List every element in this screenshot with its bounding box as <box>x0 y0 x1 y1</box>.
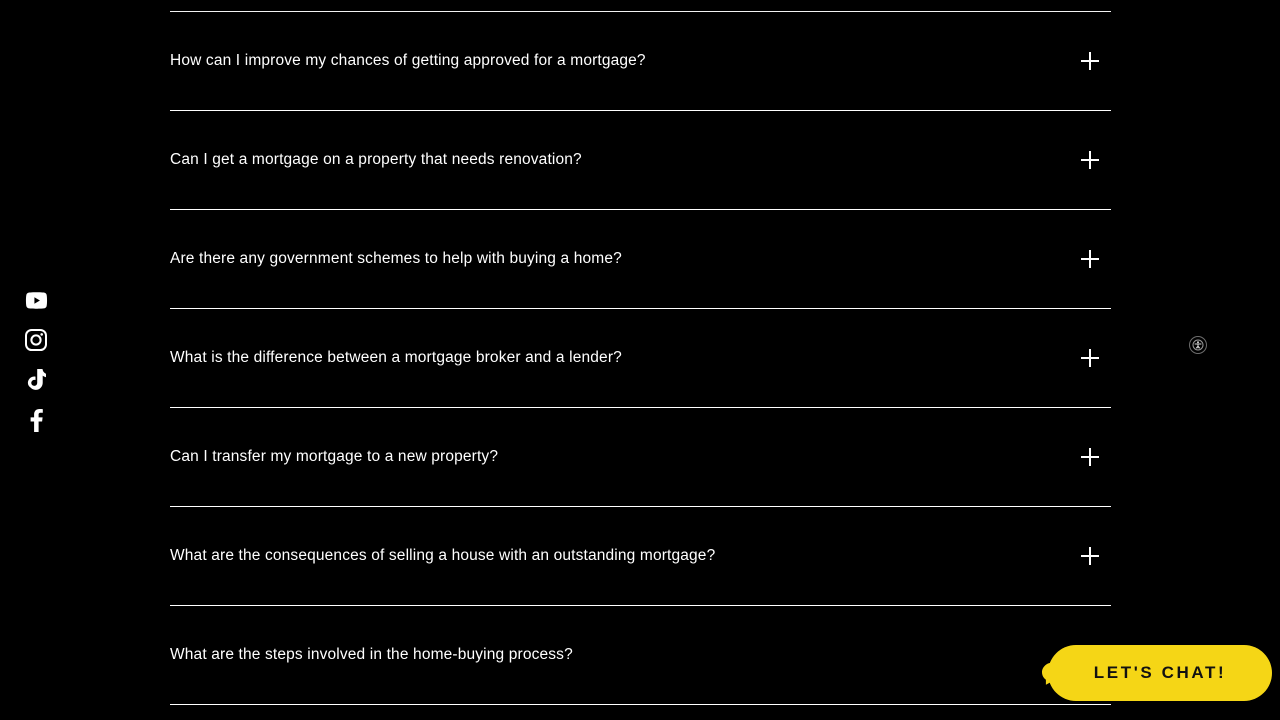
plus-icon[interactable] <box>1081 448 1099 466</box>
plus-icon[interactable] <box>1081 250 1099 268</box>
accessibility-icon <box>1192 339 1204 351</box>
chat-bubble-icon[interactable] <box>1040 661 1066 687</box>
faq-item[interactable] <box>170 12 1111 111</box>
faq-item[interactable] <box>170 210 1111 309</box>
social-link-instagram[interactable] <box>23 326 49 354</box>
faq-accordion <box>170 0 1111 705</box>
accessibility-button[interactable] <box>1189 336 1207 354</box>
social-link-youtube[interactable] <box>23 286 49 314</box>
faq-question: Can I get a mortgage on a property that needs renovation? <box>170 151 582 168</box>
faq-question: What is the difference between a mortgage broker and a lender? <box>170 349 622 366</box>
faq-item[interactable] <box>170 111 1111 210</box>
faq-question: Are there any government schemes to help with buying a home? <box>170 250 622 267</box>
faq-item[interactable] <box>170 606 1111 705</box>
plus-icon[interactable] <box>1081 151 1099 169</box>
youtube-icon <box>25 292 48 309</box>
social-sidebar <box>22 286 50 434</box>
faq-item[interactable] <box>170 507 1111 606</box>
plus-icon[interactable] <box>1081 52 1099 70</box>
faq-item[interactable] <box>170 309 1111 408</box>
plus-icon[interactable] <box>1081 349 1099 367</box>
faq-question: What are the consequences of selling a house with an outstanding mortgage? <box>170 547 716 564</box>
faq-item[interactable] <box>170 408 1111 507</box>
lets-chat-label: LET'S CHAT! <box>1093 663 1227 682</box>
faq-question: Can I transfer my mortgage to a new property? <box>170 448 499 465</box>
faq-question: What are the steps involved in the home-buying process? <box>170 646 573 663</box>
faq-question: How can I improve my chances of getting approved for a mortgage? <box>170 52 646 69</box>
lets-chat-button[interactable] <box>1048 645 1272 701</box>
social-link-tiktok[interactable] <box>23 366 49 394</box>
social-link-facebook[interactable] <box>23 406 49 434</box>
instagram-icon <box>25 329 47 351</box>
tiktok-icon <box>26 369 46 391</box>
facebook-icon <box>30 409 43 432</box>
plus-icon[interactable] <box>1081 547 1099 565</box>
